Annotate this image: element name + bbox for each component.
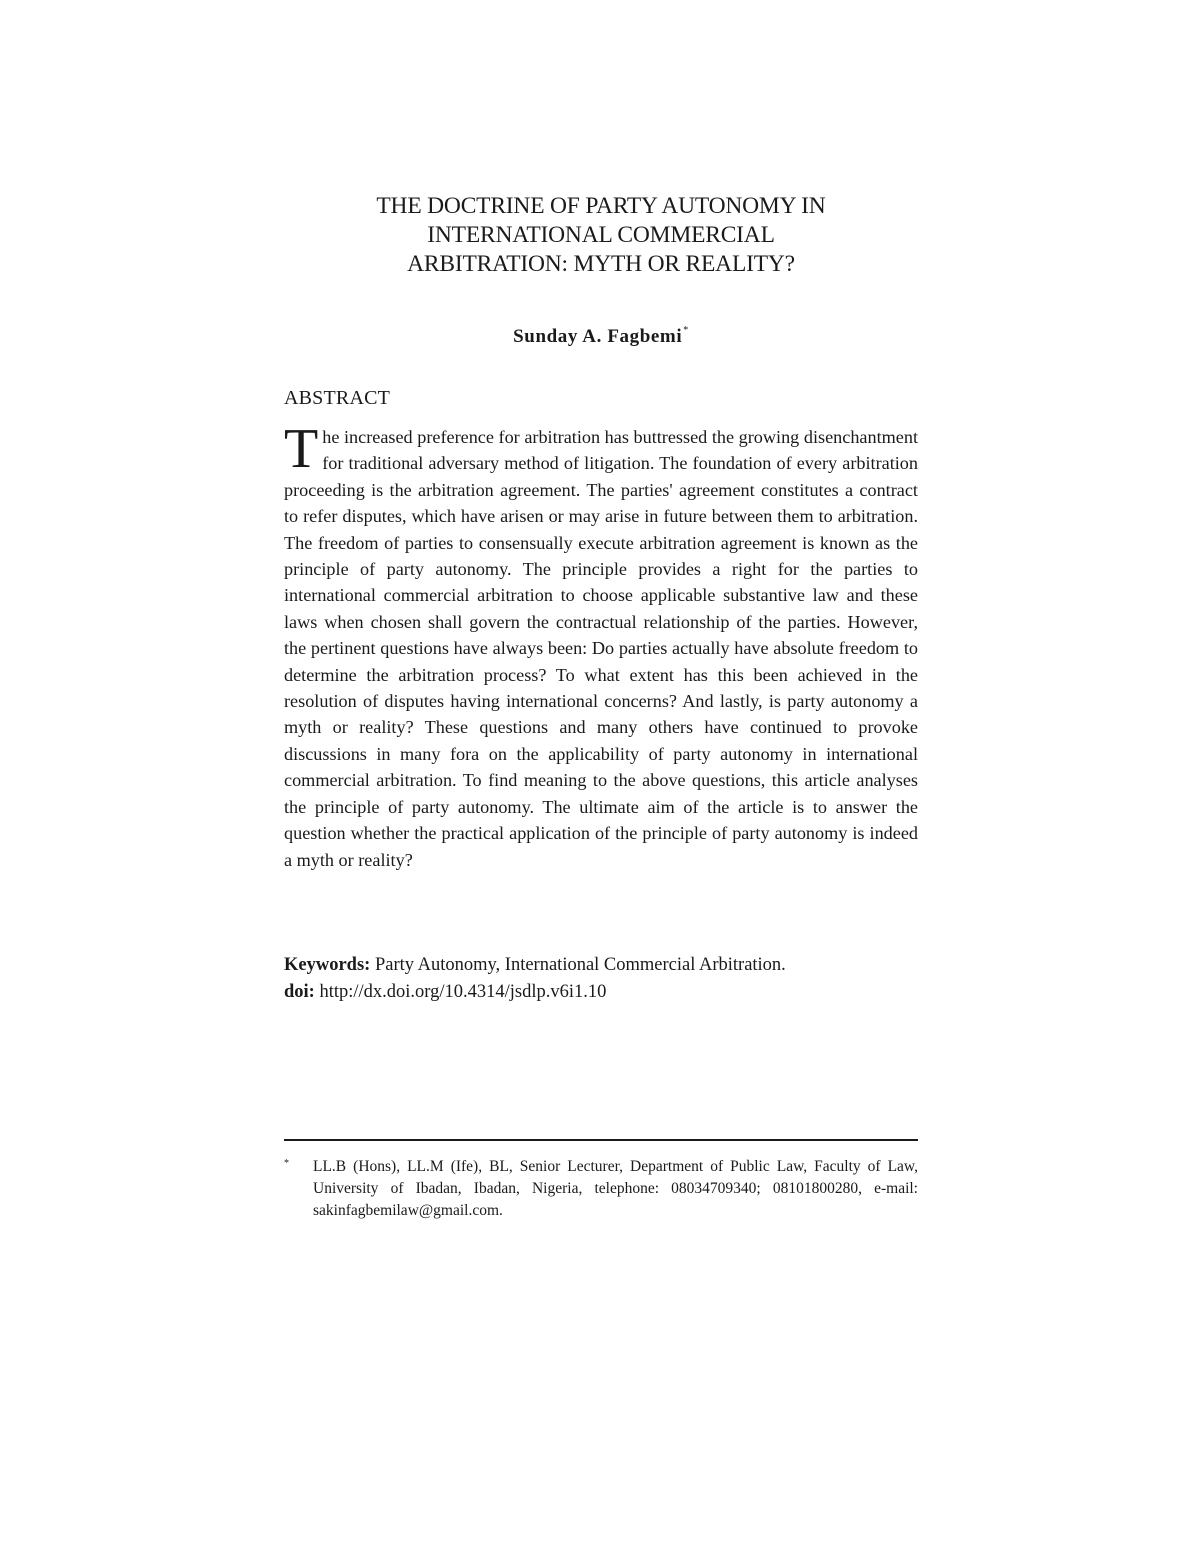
footnote-text: LL.B (Hons), LL.M (Ife), BL, Senior Lecturer, Department of Public Law, Faculty of Law, University of Ibadan, Ibadan, Nigeria, telephone: 08034709340; 08101800280, e-mail: sakinfagbemilaw@gmail.com. — [313, 1158, 918, 1219]
doi-label: doi: — [284, 982, 315, 1002]
author-name: Sunday A. Fagbemi — [513, 326, 683, 347]
abstract-dropcap: T — [284, 418, 319, 480]
footnote-marker: * — [284, 1158, 289, 1169]
paper-title-line-2: INTERNATIONAL COMMERCIAL — [427, 222, 775, 248]
paper-title — [284, 192, 918, 279]
keywords-value: Party Autonomy, International Commercial Arbitration. — [370, 955, 786, 975]
abstract-heading: ABSTRACT — [284, 387, 391, 409]
keywords-line — [284, 952, 924, 979]
footnote-divider — [284, 1139, 918, 1141]
abstract-body — [284, 418, 918, 873]
doi-line — [284, 979, 924, 1006]
doi-value: http://dx.doi.org/10.4314/jsdlp.v6i1.10 — [314, 982, 607, 1002]
author-footnote-marker: * — [683, 325, 689, 336]
paper-title-line-3: ARBITRATION: MYTH OR REALITY? — [407, 251, 795, 277]
keywords-block — [284, 952, 924, 1006]
footnote — [284, 1156, 918, 1222]
author-line — [284, 326, 918, 348]
keywords-label: Keywords: — [284, 955, 371, 975]
abstract-text: he increased preference for arbitration has buttressed the growing disenchantment for traditional adversary method of litigation. The foundation of every arbitration proceeding is the arbitration agreement. The parties' agreement constitutes a contract to refer disputes, which have arisen or may arise in future between them to arbitration. The freedom of parties to consensually execute arbitration agreement is known as the principle of party autonomy. The principle provides a right for the parties to international commercial arbitration to choose applicable substantive law and these laws when chosen shall govern the contractual relationship of the parties. However, the pertinent questions have always been: Do parties actually have absolute freedom to determine the arbitration process? To what extent has this been achieved in the resolution of disputes having international concerns? And lastly, is party autonomy a myth or reality? These questions and many others have continued to provoke discussions in many fora on the applicability of party autonomy in international commercial arbitration. To find meaning to the above questions, this article analyses the principle of party autonomy. The ultimate aim of the article is to answer the question whether the practical application of the principle of party autonomy is indeed a myth or reality? — [284, 427, 918, 870]
paper-title-line-1: THE DOCTRINE OF PARTY AUTONOMY IN — [376, 193, 826, 219]
